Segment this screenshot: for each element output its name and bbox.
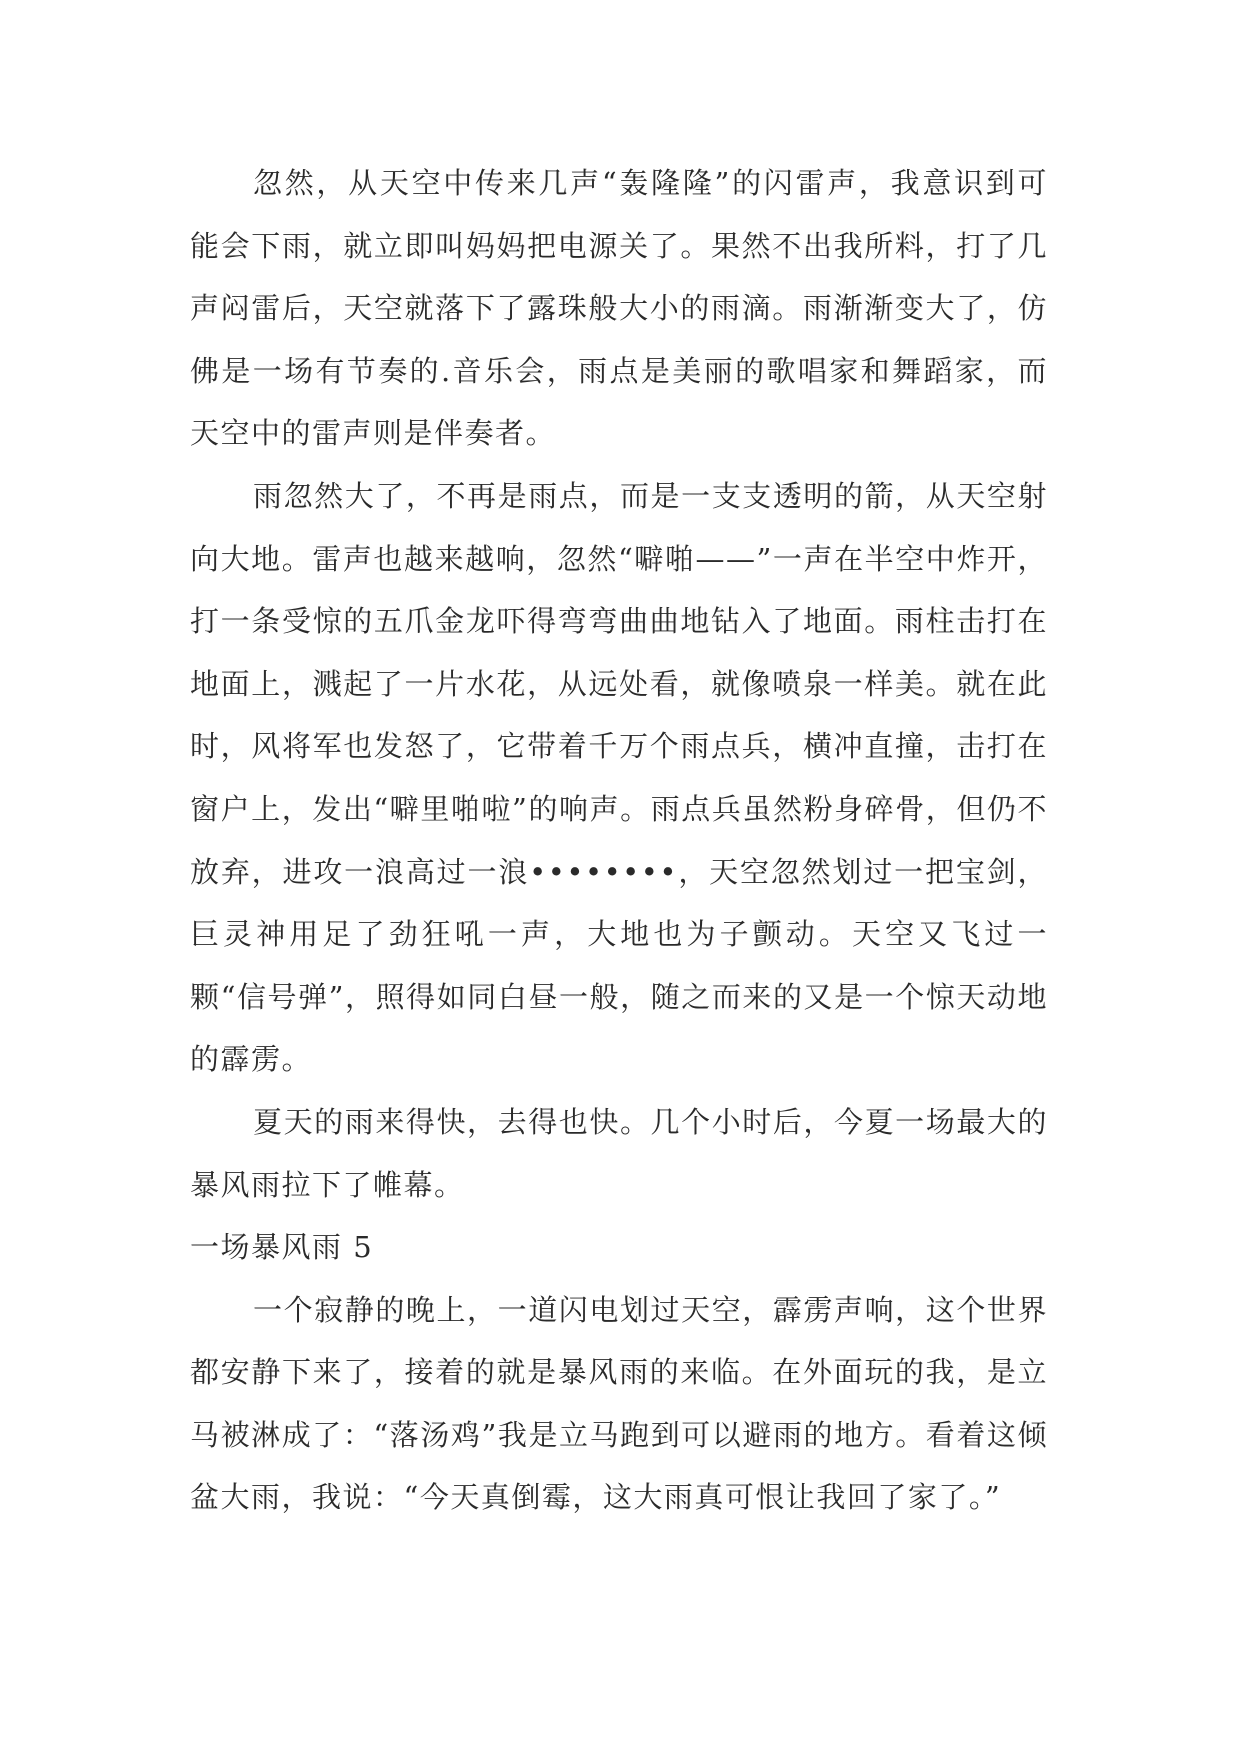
paragraph: 雨忽然大了，不再是雨点，而是一支支透明的箭，从天空射向大地。雷声也越来越响，忽然“噼啪——”一声在半空中炸开，打一条受惊的五爪金龙吓得弯弯曲曲地钻入了地面。雨柱击打在地面上，溅起了一片水花，从远处看，就像喷泉一样美。就在此时，风将军也发怒了，它带着千万个雨点兵，横冲直撞，击打在窗户上，发出“噼里啪啦”的响声。雨点兵虽然粉身碎骨，但仍不放弃，进攻一浪高过一浪••••••••，天空忽然划过一把宝剑，巨灵神用足了劲狂吼一声，大地也为子颤动。天空又飞过一颗“信号弹”，照得如同白昼一般，随之而来的又是一个惊天动地的霹雳。 xyxy=(190,478,1048,1077)
section-title: 一场暴风雨 5 xyxy=(190,1230,374,1265)
paragraph: 一个寂静的晚上，一道闪电划过天空，霹雳声响，这个世界都安静下来了，接着的就是暴风雨的来临。在外面玩的我，是立马被淋成了：“落汤鸡”我是立马跑到可以避雨的地方。看着这倾盆大雨，我说：“今天真倒霉，这大雨真可恨让我回了家了。” xyxy=(190,1292,1048,1515)
paragraph: 夏天的雨来得快，去得也快。几个小时后，今夏一场最大的暴风雨拉下了帷幕。 xyxy=(190,1104,1048,1202)
document-body xyxy=(190,152,1048,1529)
paragraph: 忽然，从天空中传来几声“轰隆隆”的闪雷声，我意识到可能会下雨，就立即叫妈妈把电源关了。果然不出我所料，打了几声闷雷后，天空就落下了露珠般大小的雨滴。雨渐渐变大了，仿佛是一场有节奏的.音乐会，雨点是美丽的歌唱家和舞蹈家，而天空中的雷声则是伴奏者。 xyxy=(190,166,1048,451)
